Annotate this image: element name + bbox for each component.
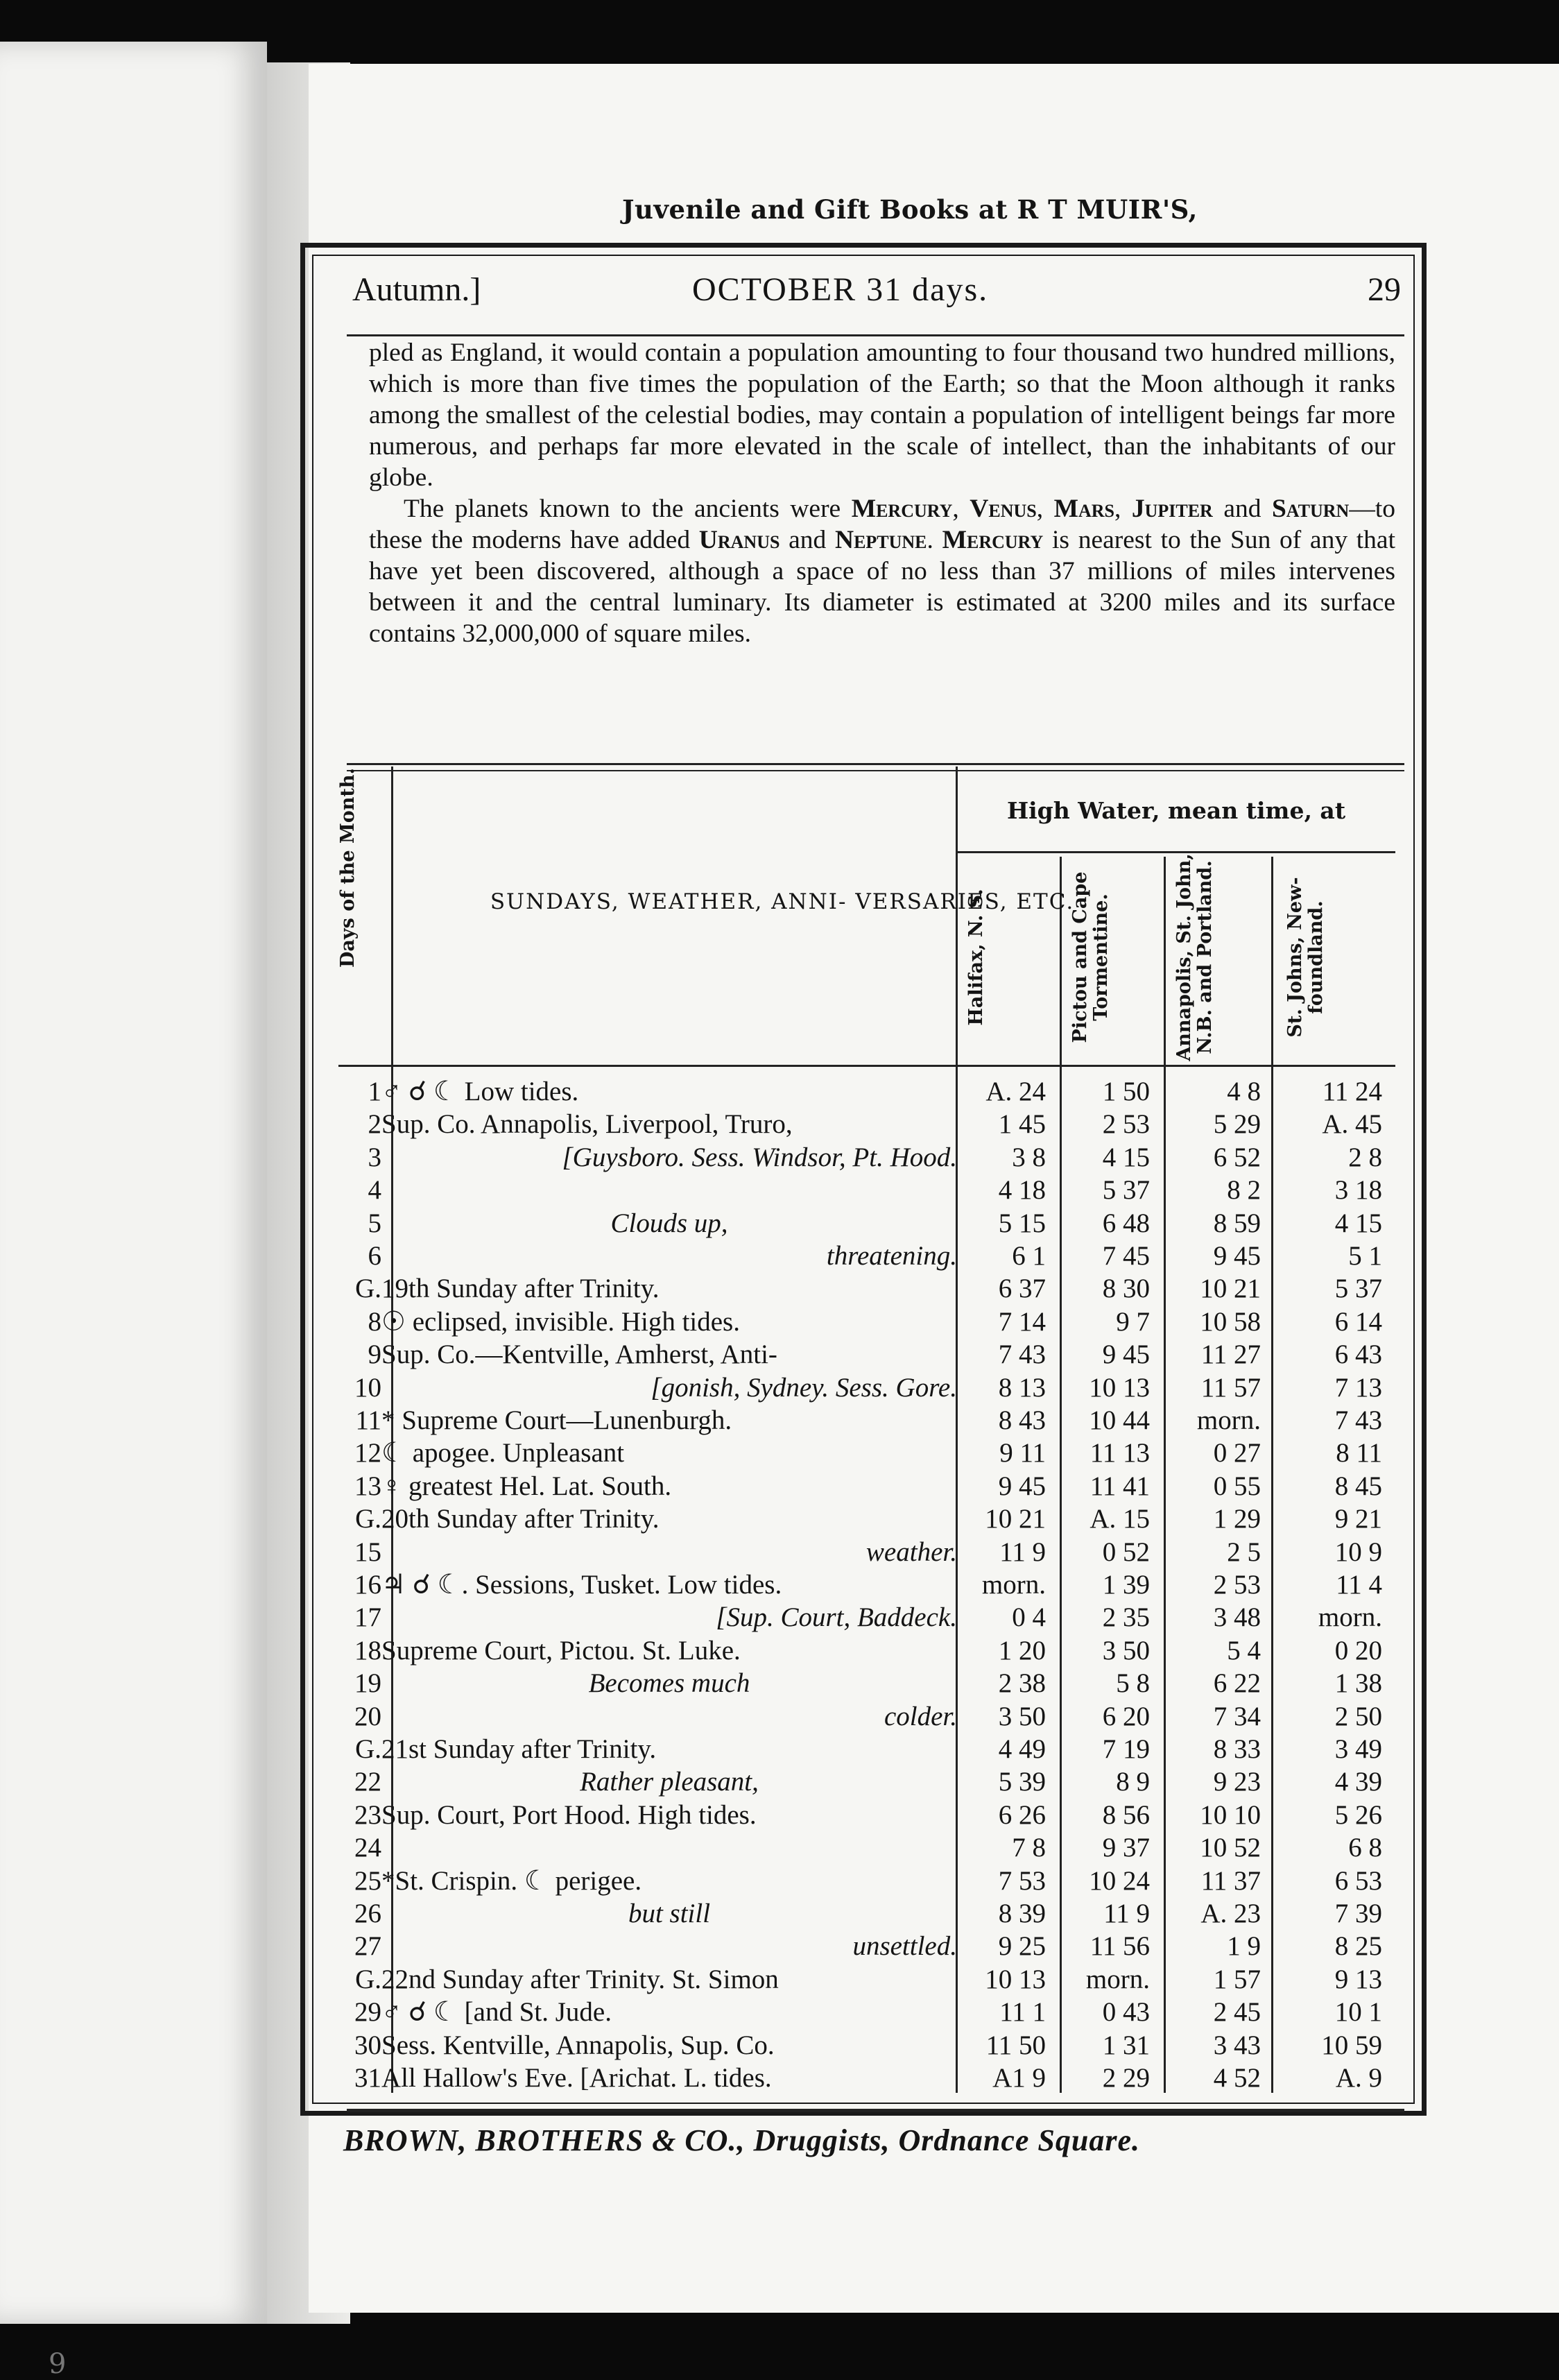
stjohns-time: 3 49 bbox=[1334, 1734, 1382, 1764]
stjohns-time: 3 18 bbox=[1334, 1175, 1382, 1206]
table-row bbox=[338, 1700, 1395, 1733]
day-cell: 5 bbox=[368, 1208, 381, 1238]
pictou-time: 11 9 bbox=[1103, 1899, 1150, 1928]
day-cell: 6 bbox=[368, 1241, 381, 1271]
pictou-time: 10 24 bbox=[1089, 1865, 1150, 1896]
description-cell: ☾ apogee. Unpleasant bbox=[381, 1438, 625, 1469]
halifax-time: 1 20 bbox=[998, 1635, 1046, 1666]
halifax-time: A. 24 bbox=[985, 1077, 1046, 1106]
halifax-time: 8 43 bbox=[998, 1405, 1046, 1435]
halifax-time: 4 18 bbox=[998, 1175, 1046, 1206]
halifax-time: 8 39 bbox=[998, 1899, 1046, 1928]
pictou-time: 1 31 bbox=[1102, 2030, 1150, 2060]
day-cell: 27 bbox=[354, 1931, 381, 1962]
stjohns-time: A. 45 bbox=[1322, 1109, 1382, 1140]
halifax-time: 3 50 bbox=[998, 1701, 1046, 1731]
table-row bbox=[338, 1831, 1395, 1864]
pictou-time: 1 39 bbox=[1102, 1570, 1150, 1600]
halifax-time: 2 38 bbox=[998, 1668, 1046, 1699]
halifax-time: 7 8 bbox=[1012, 1833, 1046, 1863]
annapolis-time: morn. bbox=[1196, 1405, 1261, 1435]
day-cell: 18 bbox=[354, 1635, 381, 1666]
description-cell: Becomes much bbox=[588, 1668, 750, 1699]
stjohns-time: 6 14 bbox=[1334, 1306, 1382, 1337]
table-row bbox=[338, 1075, 1395, 1108]
day-cell: 19 bbox=[354, 1668, 381, 1699]
table-row bbox=[338, 1503, 1395, 1535]
pictou-time: 0 52 bbox=[1102, 1536, 1150, 1567]
day-cell: 10 bbox=[354, 1372, 381, 1403]
stjohns-time: morn. bbox=[1318, 1602, 1382, 1633]
description-cell: Sup. Co.—Kentville, Amherst, Anti- bbox=[381, 1339, 777, 1370]
table-row bbox=[338, 1371, 1395, 1404]
annapolis-time: 1 9 bbox=[1227, 1931, 1261, 1962]
day-cell: 22 bbox=[354, 1767, 381, 1797]
day-cell: 1 bbox=[368, 1077, 381, 1106]
pictou-time: 11 13 bbox=[1089, 1438, 1150, 1469]
day-cell: 9 bbox=[368, 1339, 381, 1370]
description-cell: * Supreme Court—Lunenburgh. bbox=[381, 1405, 732, 1435]
table-row bbox=[338, 1996, 1395, 2028]
stjohns-time: 5 1 bbox=[1348, 1241, 1382, 1271]
day-cell: G. bbox=[355, 1964, 381, 1994]
stjohns-time: 2 50 bbox=[1334, 1701, 1382, 1731]
description-cell: [Guysboro. Sess. Windsor, Pt. Hood. bbox=[562, 1142, 957, 1172]
pictou-time: 5 37 bbox=[1102, 1175, 1150, 1206]
annapolis-time: 9 23 bbox=[1213, 1767, 1261, 1797]
table-row bbox=[338, 1404, 1395, 1437]
day-cell: 17 bbox=[354, 1602, 381, 1633]
description-cell: ♂ ☌ ☾ Low tides. bbox=[381, 1077, 579, 1106]
day-cell: 24 bbox=[354, 1833, 381, 1863]
pictou-time: 11 56 bbox=[1089, 1931, 1150, 1962]
day-cell: 31 bbox=[354, 2063, 381, 2093]
pictou-time: 8 9 bbox=[1116, 1767, 1150, 1797]
halifax-time: 4 49 bbox=[998, 1734, 1046, 1764]
stjohns-time: 8 45 bbox=[1334, 1471, 1382, 1501]
title-rule bbox=[347, 334, 1404, 336]
halifax-time: 3 8 bbox=[1012, 1142, 1046, 1172]
annapolis-time: 11 37 bbox=[1200, 1865, 1261, 1896]
annapolis-time: 8 2 bbox=[1227, 1175, 1261, 1206]
description-cell: 22nd Sunday after Trinity. St. Simon bbox=[381, 1964, 779, 1994]
description-cell: 21st Sunday after Trinity. bbox=[381, 1734, 657, 1764]
annapolis-time: 1 29 bbox=[1213, 1504, 1261, 1534]
running-header: Juvenile and Gift Books at R T MUIR'S, bbox=[622, 194, 1198, 225]
annapolis-time: 2 53 bbox=[1213, 1570, 1261, 1600]
annapolis-time: 10 52 bbox=[1200, 1833, 1261, 1863]
stjohns-time: 7 43 bbox=[1334, 1405, 1382, 1435]
facing-page bbox=[0, 42, 267, 2324]
stjohns-time: 10 59 bbox=[1321, 2030, 1382, 2060]
port-header-stjohns: St. Johns, New- foundland. bbox=[1284, 877, 1327, 1038]
header-bottom-rule bbox=[338, 1065, 1395, 1067]
pictou-time: 9 7 bbox=[1116, 1306, 1150, 1337]
annapolis-time: 2 5 bbox=[1227, 1536, 1261, 1567]
table-row bbox=[338, 1240, 1395, 1272]
stjohns-time: 5 26 bbox=[1334, 1799, 1382, 1830]
table-row bbox=[338, 1865, 1395, 1897]
description-cell: Rather pleasant, bbox=[580, 1767, 759, 1797]
description-cell: but still bbox=[628, 1899, 711, 1928]
description-cell: 19th Sunday after Trinity. bbox=[381, 1274, 660, 1304]
page-number: 29 bbox=[1368, 271, 1401, 308]
description-cell: ☉ eclipsed, invisible. High tides. bbox=[381, 1306, 740, 1337]
annapolis-time: 6 22 bbox=[1213, 1668, 1261, 1699]
halifax-time: 11 50 bbox=[985, 2030, 1046, 2060]
annapolis-time: 3 43 bbox=[1213, 2030, 1261, 2060]
description-cell: *St. Crispin. ☾ perigee. bbox=[381, 1865, 642, 1896]
annapolis-time: 3 48 bbox=[1213, 1602, 1261, 1633]
footer-advert: BROWN, BROTHERS & CO., Druggists, Ordnance Square. bbox=[343, 2123, 1141, 2157]
stjohns-time: 1 38 bbox=[1334, 1668, 1382, 1699]
stjohns-time: 0 20 bbox=[1334, 1635, 1382, 1666]
table-bottom-rule bbox=[347, 2109, 1404, 2112]
paragraph-2: The planets known to the ancients were Mercury, Venus, Mars, Jupiter and Saturn—to these the moderns have added Uranus and Neptune. Mercury is nearest to the Sun of any that have yet been discovered, although a space of no less than 37 millions of miles intervenes between it and the central luminary. Its diameter is estimated at 3200 miles and its surface contains 32,000,000 of square miles. bbox=[369, 495, 1395, 648]
day-cell: 4 bbox=[368, 1175, 381, 1206]
day-cell: 11 bbox=[355, 1405, 381, 1435]
table-row bbox=[338, 1437, 1395, 1469]
pictou-time: morn. bbox=[1085, 1964, 1150, 1994]
table-row bbox=[338, 1174, 1395, 1206]
day-cell: 30 bbox=[354, 2030, 381, 2060]
stjohns-time: 6 43 bbox=[1334, 1339, 1382, 1370]
annapolis-time: 8 59 bbox=[1213, 1208, 1261, 1238]
halifax-time: 0 4 bbox=[1012, 1602, 1046, 1633]
stjohns-time: A. 9 bbox=[1335, 2063, 1382, 2093]
table-row bbox=[338, 1930, 1395, 1962]
description-cell: weather. bbox=[865, 1536, 957, 1567]
stjohns-time: 11 4 bbox=[1336, 1570, 1382, 1600]
stray-mark: 9 bbox=[49, 2348, 67, 2380]
day-cell: 26 bbox=[354, 1899, 381, 1928]
annapolis-time: 11 27 bbox=[1200, 1339, 1261, 1370]
table-row bbox=[338, 1634, 1395, 1667]
annapolis-time: 4 52 bbox=[1213, 2063, 1261, 2093]
pictou-time: 9 37 bbox=[1102, 1833, 1150, 1863]
stjohns-time: 6 8 bbox=[1348, 1833, 1382, 1863]
annapolis-time: 9 45 bbox=[1213, 1241, 1261, 1271]
pictou-time: 10 13 bbox=[1089, 1372, 1150, 1403]
table-row bbox=[338, 1963, 1395, 1996]
description-cell: unsettled. bbox=[852, 1931, 957, 1962]
table-row bbox=[338, 1536, 1395, 1568]
stjohns-time: 10 9 bbox=[1334, 1536, 1382, 1567]
annapolis-time: 6 52 bbox=[1213, 1142, 1261, 1172]
day-cell: 16 bbox=[354, 1570, 381, 1600]
pictou-time: 9 45 bbox=[1102, 1339, 1150, 1370]
description-cell: [Sup. Court, Baddeck. bbox=[716, 1602, 957, 1633]
halifax-time: 7 43 bbox=[998, 1339, 1046, 1370]
table-row bbox=[338, 1733, 1395, 1765]
stjohns-time: 11 24 bbox=[1322, 1077, 1382, 1106]
halifax-time: 5 15 bbox=[998, 1208, 1046, 1238]
table-row bbox=[338, 1667, 1395, 1700]
table-row bbox=[338, 1108, 1395, 1140]
table-row bbox=[338, 1470, 1395, 1503]
pictou-time: 5 8 bbox=[1116, 1668, 1150, 1699]
pictou-time: 2 29 bbox=[1102, 2063, 1150, 2093]
title-row bbox=[352, 264, 1404, 319]
halifax-time: 7 53 bbox=[998, 1865, 1046, 1896]
halifax-time: 11 9 bbox=[999, 1536, 1046, 1567]
port-header-pictou: Pictou and Cape Tormentine. bbox=[1069, 871, 1112, 1043]
annapolis-time: 0 27 bbox=[1213, 1438, 1261, 1469]
port-header-annapolis: Annapolis, St. John, N.B. and Portland. bbox=[1173, 853, 1216, 1061]
table-row bbox=[338, 1601, 1395, 1634]
table-row bbox=[338, 1207, 1395, 1240]
stjohns-time: 8 25 bbox=[1334, 1931, 1382, 1962]
port-header-halifax: Halifax, N. S. bbox=[965, 889, 987, 1026]
annapolis-time: 10 21 bbox=[1200, 1274, 1261, 1304]
description-cell: Sup. Court, Port Hood. High tides. bbox=[381, 1799, 757, 1830]
halifax-time: 9 25 bbox=[998, 1931, 1046, 1962]
description-cell: colder. bbox=[884, 1701, 957, 1731]
annapolis-time: 1 57 bbox=[1213, 1964, 1261, 1994]
table-row bbox=[338, 1338, 1395, 1371]
table-row bbox=[338, 1272, 1395, 1305]
pictou-time: 2 53 bbox=[1102, 1109, 1150, 1140]
halifax-time: 7 14 bbox=[998, 1306, 1046, 1337]
stjohns-time: 7 13 bbox=[1334, 1372, 1382, 1403]
halifax-time: 6 1 bbox=[1012, 1241, 1046, 1271]
pictou-time: 11 41 bbox=[1089, 1471, 1150, 1501]
annapolis-time: 5 29 bbox=[1213, 1109, 1261, 1140]
halifax-time: morn. bbox=[981, 1570, 1046, 1600]
annapolis-time: 10 10 bbox=[1200, 1799, 1261, 1830]
description-cell: Supreme Court, Pictou. St. Luke. bbox=[381, 1635, 741, 1666]
annapolis-time: 8 33 bbox=[1213, 1734, 1261, 1764]
description-cell: Sup. Co. Annapolis, Liverpool, Truro, bbox=[381, 1109, 793, 1140]
annapolis-time: 2 45 bbox=[1213, 1997, 1261, 2028]
halifax-time: 10 21 bbox=[985, 1504, 1046, 1534]
stjohns-time: 4 39 bbox=[1334, 1767, 1382, 1797]
description-cell: Clouds up, bbox=[610, 1208, 728, 1238]
description-cell: ♀ greatest Hel. Lat. South. bbox=[381, 1471, 672, 1501]
day-cell: G. bbox=[355, 1734, 381, 1764]
description-cell: 20th Sunday after Trinity. bbox=[381, 1504, 660, 1534]
stjohns-time: 9 13 bbox=[1334, 1964, 1382, 1994]
halifax-time: 11 1 bbox=[999, 1997, 1046, 2028]
day-cell: 8 bbox=[368, 1306, 381, 1337]
halifax-time: 10 13 bbox=[985, 1964, 1046, 1994]
day-cell: 23 bbox=[354, 1799, 381, 1830]
day-cell: 15 bbox=[354, 1536, 381, 1567]
pictou-time: 8 56 bbox=[1102, 1799, 1150, 1830]
tide-table bbox=[338, 767, 1395, 2105]
day-cell: 12 bbox=[354, 1438, 381, 1469]
annapolis-time: 7 34 bbox=[1213, 1701, 1261, 1731]
table-top-rule bbox=[347, 763, 1404, 765]
annapolis-time: 0 55 bbox=[1213, 1471, 1261, 1501]
pictou-time: 7 45 bbox=[1102, 1241, 1150, 1271]
table-row bbox=[338, 2062, 1395, 2094]
halifax-time: 8 13 bbox=[998, 1372, 1046, 1403]
pictou-time: 3 50 bbox=[1102, 1635, 1150, 1666]
month-title: OCTOBER 31 days. bbox=[692, 271, 989, 308]
pictou-time: 1 50 bbox=[1102, 1077, 1150, 1106]
pictou-time: A. 15 bbox=[1089, 1504, 1150, 1534]
day-cell: 20 bbox=[354, 1701, 381, 1731]
days-header: Days of the Month. bbox=[337, 768, 359, 968]
table-row bbox=[338, 1141, 1395, 1174]
day-cell: 3 bbox=[368, 1142, 381, 1172]
stjohns-time: 9 21 bbox=[1334, 1504, 1382, 1534]
description-cell: ♂ ☌ ☾ [and St. Jude. bbox=[381, 1997, 612, 2028]
table-row bbox=[338, 1799, 1395, 1831]
halifax-time: A1 9 bbox=[992, 2063, 1046, 2093]
day-cell: 25 bbox=[354, 1865, 381, 1896]
stjohns-time: 2 8 bbox=[1348, 1142, 1382, 1172]
halifax-time: 6 26 bbox=[998, 1799, 1046, 1830]
table-row bbox=[338, 1305, 1395, 1338]
high-water-header: High Water, mean time, at bbox=[1006, 797, 1346, 824]
annapolis-time: 11 57 bbox=[1200, 1372, 1261, 1403]
day-cell: 29 bbox=[354, 1997, 381, 2028]
stjohns-time: 7 39 bbox=[1334, 1899, 1382, 1928]
halifax-time: 5 39 bbox=[998, 1767, 1046, 1797]
description-cell: threatening. bbox=[826, 1241, 957, 1271]
halifax-time: 9 11 bbox=[999, 1438, 1046, 1469]
halifax-time: 1 45 bbox=[998, 1109, 1046, 1140]
pictou-time: 7 19 bbox=[1102, 1734, 1150, 1764]
day-cell: 13 bbox=[354, 1471, 381, 1501]
pictou-time: 6 48 bbox=[1102, 1208, 1150, 1238]
pictou-time: 0 43 bbox=[1102, 1997, 1150, 2028]
table-row bbox=[338, 1897, 1395, 1930]
day-cell: 2 bbox=[368, 1109, 381, 1140]
body-text bbox=[369, 337, 1395, 649]
pictou-time: 4 15 bbox=[1102, 1142, 1150, 1172]
stjohns-time: 4 15 bbox=[1334, 1208, 1382, 1238]
halifax-time: 9 45 bbox=[998, 1471, 1046, 1501]
description-cell: [gonish, Sydney. Sess. Gore. bbox=[651, 1372, 957, 1403]
stjohns-time: 5 37 bbox=[1334, 1274, 1382, 1304]
table-row bbox=[338, 1765, 1395, 1798]
stjohns-time: 10 1 bbox=[1334, 1997, 1382, 2028]
table-row bbox=[338, 1568, 1395, 1601]
day-cell: G. bbox=[355, 1504, 381, 1534]
season-label: Autumn.] bbox=[352, 271, 481, 308]
paragraph-1: pled as England, it would contain a population amounting to four thousand two hundred millions, which is more than five times the population of the Earth; so that the Moon although it ranks among the smallest of the celestial bodies, may contain a population of intelligent beings far more numerous, and perhaps far more elevated in the scale of intellect, than the inhabitants of our globe. bbox=[369, 339, 1395, 492]
stjohns-time: 6 53 bbox=[1334, 1865, 1382, 1896]
annapolis-time: 10 58 bbox=[1200, 1306, 1261, 1337]
annapolis-time: A. 23 bbox=[1200, 1899, 1261, 1928]
halifax-time: 6 37 bbox=[998, 1274, 1046, 1304]
description-cell: Sess. Kentville, Annapolis, Sup. Co. bbox=[381, 2030, 775, 2060]
pictou-time: 6 20 bbox=[1102, 1701, 1150, 1731]
pictou-time: 8 30 bbox=[1102, 1274, 1150, 1304]
description-cell: ♃ ☌ ☾. Sessions, Tusket. Low tides. bbox=[381, 1570, 782, 1600]
description-cell: All Hallow's Eve. [Arichat. L. tides. bbox=[381, 2063, 772, 2093]
annapolis-time: 5 4 bbox=[1227, 1635, 1261, 1666]
annapolis-time: 4 8 bbox=[1227, 1077, 1261, 1106]
pictou-time: 10 44 bbox=[1089, 1405, 1150, 1435]
stjohns-time: 8 11 bbox=[1336, 1438, 1382, 1469]
pictou-time: 2 35 bbox=[1102, 1602, 1150, 1633]
table-row bbox=[338, 2029, 1395, 2062]
day-cell: G. bbox=[355, 1274, 381, 1304]
sundays-header: SUNDAYS, WEATHER, ANNI- VERSARIES, ETC. bbox=[490, 889, 1075, 914]
